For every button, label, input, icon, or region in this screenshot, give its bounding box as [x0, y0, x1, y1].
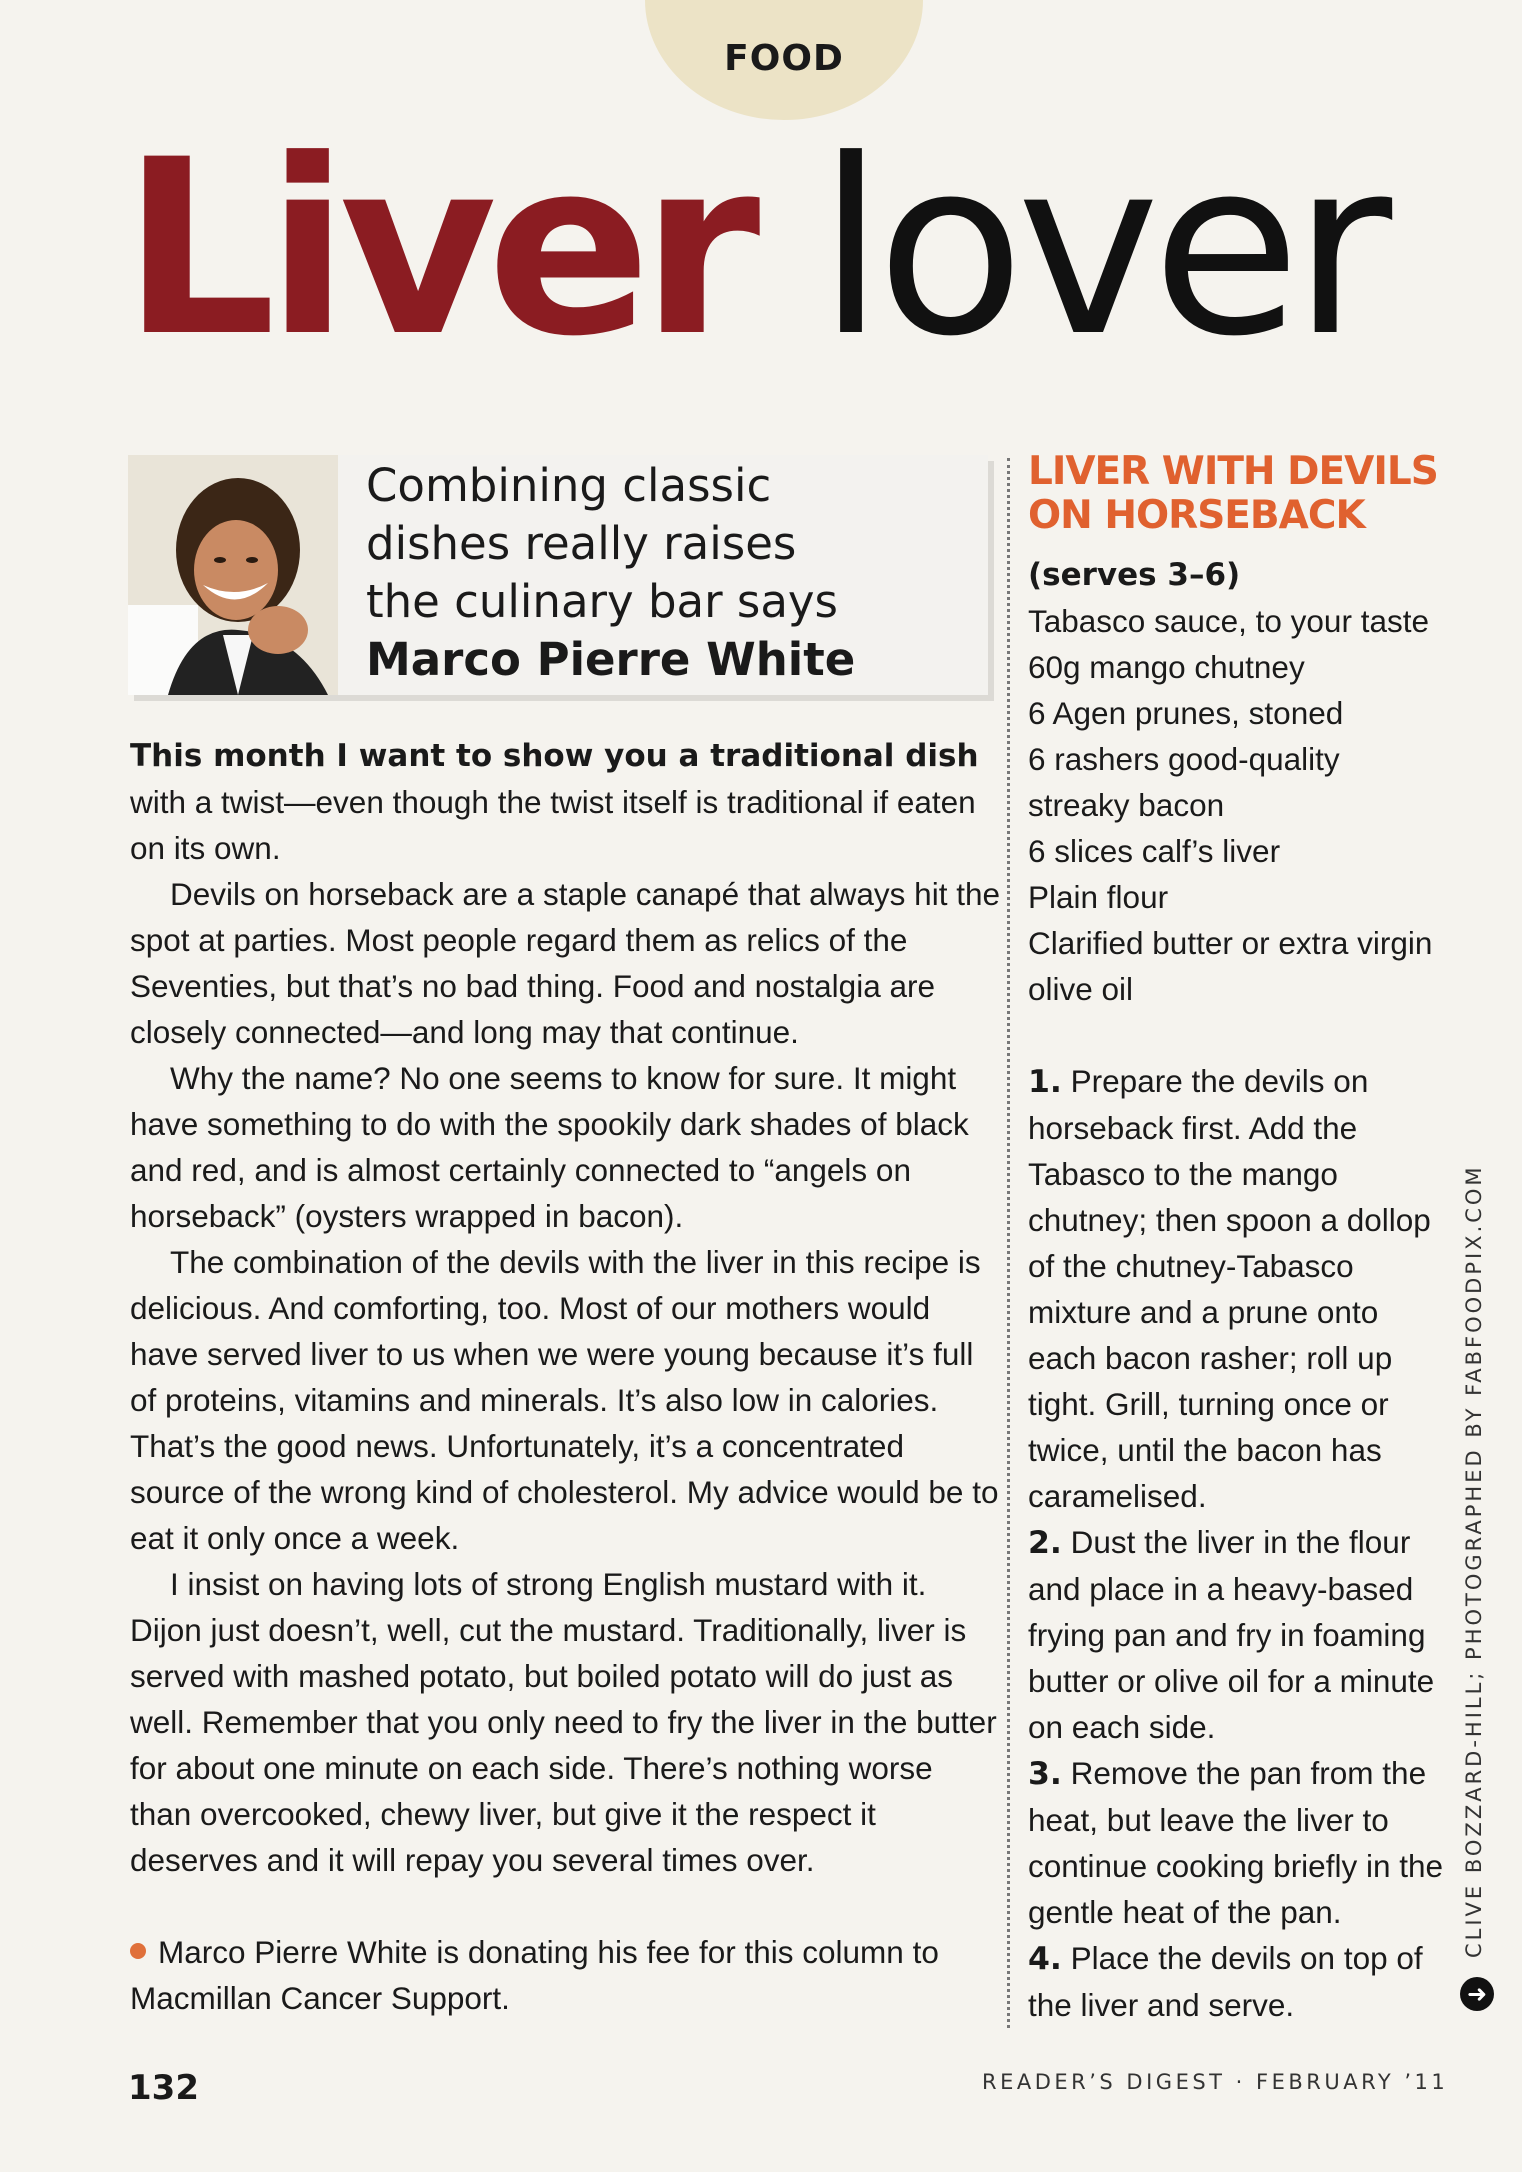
charity-note-text: Marco Pierre White is donating his fee for this column to Macmillan Cancer Support.: [130, 1934, 939, 2016]
bullet-dot-icon: [130, 1943, 146, 1959]
article-lead: This month I want to show you a traditional dish: [130, 738, 979, 774]
chef-portrait: [128, 455, 338, 695]
recipe-serves: (serves 3–6): [1028, 557, 1241, 593]
intro-line: Combining classic: [366, 459, 772, 512]
column-divider: [1007, 458, 1010, 2028]
method-steps: [1028, 1058, 1448, 2028]
intro-box: [128, 455, 988, 695]
ingredient-item: 6 rashers good-quality streaky bacon: [1028, 741, 1340, 823]
ingredient-item: Tabasco sauce, to your taste: [1028, 603, 1429, 639]
ingredient-item: 6 slices calf’s liver: [1028, 833, 1281, 869]
section-tab-label: FOOD: [724, 38, 844, 79]
headline-word-liver: Liver: [122, 108, 751, 390]
charity-note: [130, 1929, 1000, 2021]
article-paragraph: I insist on having lots of strong English mustard with it. Dijon just doesn’t, well, cut the mustard. Traditionally, liver is served with mashed potato, but boiled potato will do just as well. Remember that you only need to fry the liver in the butter for about one minute on each side. There’s nothing worse than overcooked, chewy liver, but give it the respect it deserves and it will repay you several times over.: [130, 1566, 997, 1878]
photo-credit: CLIVE BOZZARD-HILL; PHOTOGRAPHED BY FABFOODPIX.COM: [1462, 1164, 1486, 1958]
method-step: [1028, 1058, 1448, 1519]
ingredient-item: Clarified butter or extra virgin olive oil: [1028, 925, 1433, 1007]
method-step: [1028, 1750, 1448, 1935]
recipe-title: LIVER WITH DEVILS ON HORSEBACK: [1028, 449, 1438, 538]
step-text: Dust the liver in the flour and place in a heavy-based frying pan and fry in foaming butter or olive oil for a minute on each side.: [1028, 1524, 1435, 1745]
ingredient-list: [1028, 598, 1448, 1012]
headline-word-lover: lover: [817, 108, 1385, 390]
step-text: Remove the pan from the heat, but leave the liver to continue cooking briefly in the gentle heat of the pan.: [1028, 1755, 1444, 1930]
intro-deck: [366, 457, 976, 689]
page-number: 132: [128, 2068, 199, 2108]
recipe-box: [1028, 450, 1448, 2028]
step-number: 3.: [1028, 1756, 1062, 1792]
article-paragraph: The combination of the devils with the liver in this recipe is delicious. And comforting, too. Most of our mothers would have served liver to us when we were young because it’s full of proteins, vitamins and minerals. It’s also low in calories. That’s the good news. Unfortunately, it’s a concentrated source of the wrong kind of cholesterol. My advice would be to eat it only once a week.: [130, 1244, 999, 1556]
step-text: Place the devils on top of the liver and serve.: [1028, 1940, 1423, 2023]
method-step: [1028, 1519, 1448, 1750]
method-step: [1028, 1935, 1448, 2028]
intro-line: dishes really raises: [366, 517, 797, 570]
article-paragraph: Why the name? No one seems to know for sure. It might have something to do with the spookily dark shades of black and red, and is almost certainly connected to “angels on horseback” (oysters wrapped in bacon).: [130, 1060, 969, 1234]
ingredient-item: 6 Agen prunes, stoned: [1028, 695, 1344, 731]
step-number: 2.: [1028, 1525, 1062, 1561]
headline: [122, 108, 1385, 390]
step-text: Prepare the devils on horseback first. Add the Tabasco to the mango chutney; then spoon a dollop of the chutney-Tabasco mixture and a prune onto each bacon rasher; roll up tight. Grill, turning once or twice, until the bacon has caramelised.: [1028, 1063, 1431, 1514]
ingredient-item: 60g mango chutney: [1028, 649, 1305, 685]
arrow-right-circle-icon: ➜: [1460, 1977, 1494, 2011]
ingredient-item: Plain flour: [1028, 879, 1169, 915]
author-name: Marco Pierre White: [366, 633, 856, 686]
footer-publication: READER’S DIGEST · FEBRUARY ’11: [982, 2070, 1449, 2094]
article-body: [130, 732, 1000, 2021]
step-number: 1.: [1028, 1064, 1062, 1100]
step-number: 4.: [1028, 1941, 1062, 1977]
intro-line: the culinary bar says: [366, 575, 838, 628]
article-lead-paragraph: [130, 732, 1000, 871]
article-lead-rest: with a twist—even though the twist itself is traditional if eaten on its own.: [130, 784, 976, 866]
article-paragraph: Devils on horseback are a staple canapé that always hit the spot at parties. Most people regard them as relics of the Seventies, but that’s no bad thing. Food and nostalgia are closely connected—and long may that continue.: [130, 876, 1000, 1050]
